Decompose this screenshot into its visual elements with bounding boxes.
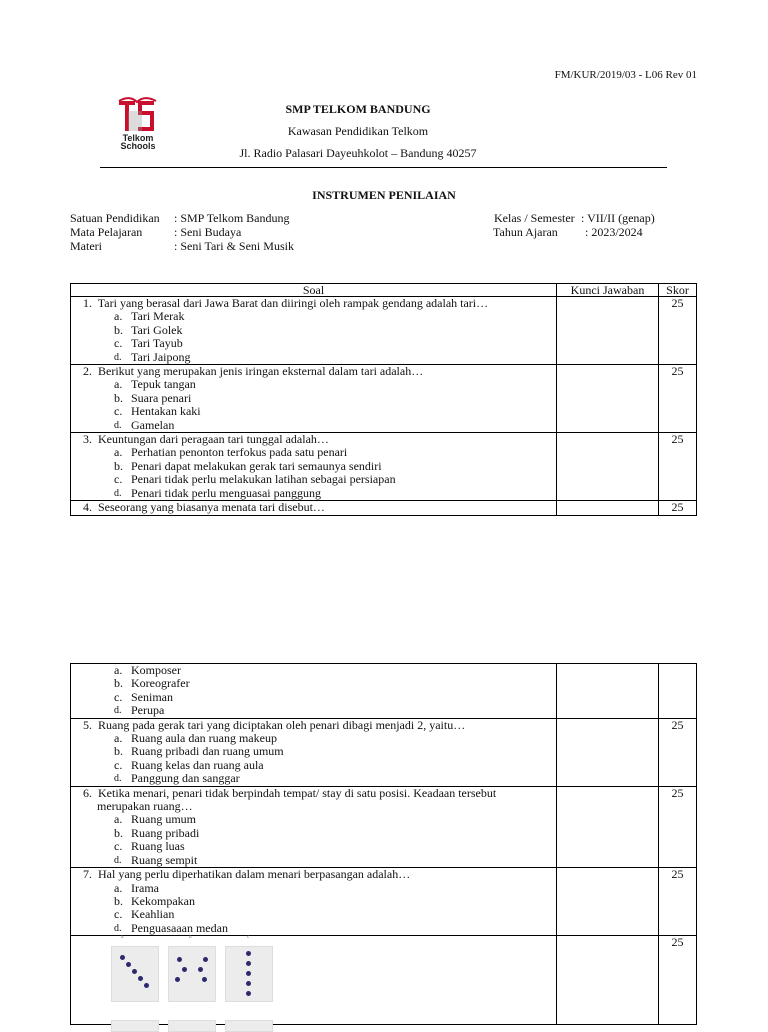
table-row xyxy=(71,936,697,1025)
score-cell: 25 xyxy=(659,718,697,786)
question-1: 1. Tari yang berasal dari Jawa Barat dan diiringi oleh rampak gendang adalah tari… xyxy=(83,296,489,310)
info-value-materi: : Seni Tari & Seni Musik xyxy=(174,239,294,253)
score-cell: 25 xyxy=(659,786,697,867)
score-cell: 25 xyxy=(659,868,697,936)
info-value-mapel: : Seni Budaya xyxy=(174,225,242,239)
question-2: 2. Berikut yang merupakan jenis iringan eksternal dalam tari adalah… xyxy=(83,364,424,379)
option-item: b. Koreografer xyxy=(114,676,190,691)
floor-pattern-image xyxy=(111,1020,159,1032)
logo-text-telkom: Telkom xyxy=(122,133,154,143)
option-item: a. Ruang aula dan ruang makeup xyxy=(114,731,277,746)
document-title: INSTRUMEN PENILAIAN xyxy=(312,188,456,202)
floor-pattern-figures xyxy=(71,936,556,1024)
telkom-logo-icon xyxy=(116,97,160,133)
answer-key-cell[interactable] xyxy=(557,365,659,433)
score-cell: 25 xyxy=(659,297,697,365)
floor-pattern-diagonal-image xyxy=(111,946,159,1002)
header-divider xyxy=(100,167,667,168)
score-cell xyxy=(659,664,697,719)
info-value-satuan: : SMP Telkom Bandung xyxy=(174,211,290,225)
figure-label-b: b xyxy=(189,934,192,940)
figure-label-a: a xyxy=(121,934,124,940)
table-row xyxy=(71,433,697,501)
option-item: d. Ruang sempit xyxy=(114,852,198,867)
question-7: 7. Hal yang perlu diperhatikan dalam menari berpasangan adalah… xyxy=(83,867,411,882)
address-line-1: Kawasan Pendidikan Telkom xyxy=(287,124,429,138)
info-value-tahun: : 2023/2024 xyxy=(585,225,643,239)
option-item: d. Panggung dan sanggar xyxy=(114,771,240,786)
option-item: a. Irama xyxy=(114,880,159,895)
table-row xyxy=(71,718,697,786)
option-item: b. Penari dapat melakukan gerak tari semaunya sendiri xyxy=(114,458,382,473)
question-5: 5. Ruang pada gerak tari yang diciptakan oleh penari dibagi menjadi 2, yaitu… xyxy=(83,717,466,732)
question-6: 6. Ketika menari, penari tidak berpindah tempat/ stay di satu posisi. Keadaan tersebut merupakan ruang… xyxy=(83,785,497,814)
info-label-tahun: Tahun Ajaran xyxy=(493,225,558,239)
answer-key-cell[interactable] xyxy=(557,936,659,1025)
score-cell: 25 xyxy=(659,433,697,501)
floor-pattern-image xyxy=(168,1020,216,1032)
option-item: a. Ruang umum xyxy=(114,812,196,827)
table-row xyxy=(71,297,697,365)
answer-key-cell[interactable] xyxy=(557,664,659,719)
table-header-row xyxy=(71,284,697,297)
option-item: d. Gamelan xyxy=(114,417,175,432)
option-item: d. Penari tidak perlu menguasai panggung xyxy=(114,485,321,500)
header-kunci-jawaban: Kunci Jawaban xyxy=(557,284,659,297)
info-label-mapel: Mata Pelajaran xyxy=(70,225,143,239)
floor-pattern-v-image xyxy=(168,946,216,1002)
option-item: d. Tari Jaipong xyxy=(114,349,191,364)
answer-key-cell[interactable] xyxy=(557,868,659,936)
table-row xyxy=(71,501,697,515)
option-item: a. Tari Merak xyxy=(114,309,185,324)
option-item: a. Tepuk tangan xyxy=(114,377,196,392)
school-name: SMP TELKOM BANDUNG xyxy=(285,102,431,116)
document-number: FM/KUR/2019/03 - L06 Rev 01 xyxy=(554,69,697,81)
score-cell: 25 xyxy=(659,501,697,515)
option-item: d. Perupa xyxy=(114,703,165,718)
option-item: b. Ruang pribadi xyxy=(114,825,200,840)
info-label-kelas: Kelas / Semester xyxy=(494,211,575,225)
option-item: c. Hentakan kaki xyxy=(114,404,201,419)
option-item: c. Ruang kelas dan ruang aula xyxy=(114,757,264,772)
logo-text-schools: Schools xyxy=(120,141,156,151)
score-cell: 25 xyxy=(659,365,697,433)
option-item: a. Perhatian penonton terfokus pada satu penari xyxy=(114,445,348,460)
option-item: c. Ruang luas xyxy=(114,839,185,854)
info-value-kelas: : VII/II (genap) xyxy=(581,211,655,225)
option-item: c. Penari tidak perlu melakukan latihan sebagai persiapan xyxy=(114,472,396,487)
question-3: 3. Keuntungan dari peragaan tari tunggal adalah… xyxy=(83,432,329,447)
question-4: 4. Seseorang yang biasanya menata tari disebut… xyxy=(83,500,325,515)
answer-key-cell[interactable] xyxy=(557,501,659,515)
table-row xyxy=(71,868,697,936)
figure-label-c: c xyxy=(247,934,250,940)
question-table-page-1 xyxy=(70,283,697,516)
score-cell: 25 xyxy=(659,936,697,1025)
option-item: b. Tari Golek xyxy=(114,322,183,337)
header-soal: Soal xyxy=(71,284,557,297)
option-item: c. Seniman xyxy=(114,689,173,704)
option-item: d. Penguasaaan medan xyxy=(114,920,228,935)
answer-key-cell[interactable] xyxy=(557,297,659,365)
answer-key-cell[interactable] xyxy=(557,718,659,786)
option-item: b. Suara penari xyxy=(114,390,192,405)
option-item: b. Ruang pribadi dan ruang umum xyxy=(114,744,284,759)
floor-pattern-vertical-image xyxy=(225,946,273,1002)
table-row xyxy=(71,365,697,433)
floor-pattern-image xyxy=(225,1020,273,1032)
option-item: c. Tari Tayub xyxy=(114,336,183,351)
answer-key-cell[interactable] xyxy=(557,433,659,501)
address-line-2: Jl. Radio Palasari Dayeuhkolot – Bandung 40257 xyxy=(239,146,477,160)
option-item: a. Komposer xyxy=(114,663,181,677)
info-label-materi: Materi xyxy=(70,239,102,253)
school-logo xyxy=(116,97,160,149)
header-skor: Skor xyxy=(659,284,697,297)
option-item: c. Keahlian xyxy=(114,907,175,922)
info-label-satuan: Satuan Pendidikan xyxy=(70,211,160,225)
table-row xyxy=(71,664,697,719)
option-item: b. Kekompakan xyxy=(114,893,195,908)
table-row xyxy=(71,786,697,867)
question-table-page-2 xyxy=(70,663,697,1025)
answer-key-cell[interactable] xyxy=(557,786,659,867)
